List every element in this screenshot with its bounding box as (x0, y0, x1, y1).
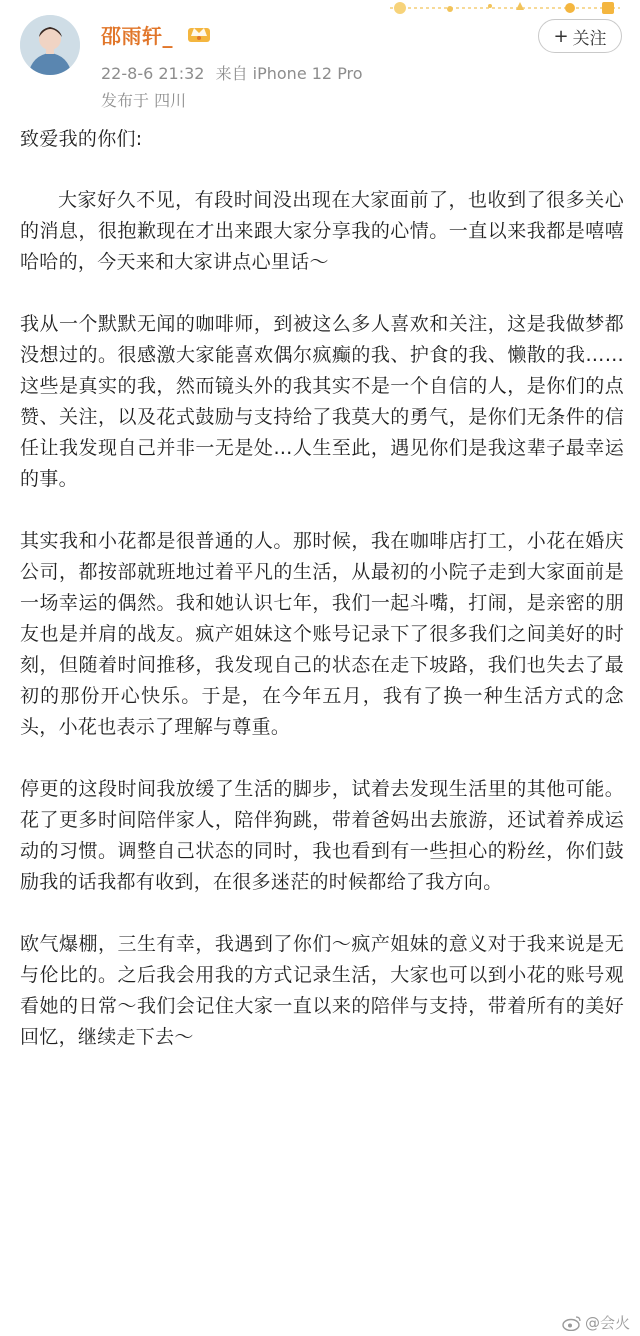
decorative-banner-icon (380, 0, 640, 20)
post-paragraph: 欧气爆棚，三生有幸，我遇到了你们～疯产姐妹的意义对于我来说是无与伦比的。之后我会用我的方式记录生活，大家也可以到小花的账号观看她的日常～我们会记住大家一直以来的陪伴与支持，带着所有的美好回忆，继续走下去～ (20, 933, 624, 1048)
follow-label: 关注 (572, 28, 607, 49)
post-paragraph: 大家好久不见，有段时间没出现在大家面前了，也收到了很多关心的消息，很抱歉现在才出来跟大家分享我的心情。一直以来我都是嘻嘻哈哈的，今天来和大家讲点心里话～ (20, 189, 624, 273)
watermark-text: @会火 (585, 1314, 631, 1332)
avatar-image (20, 15, 80, 75)
post-timestamp: 22-8-6 21:32 (101, 64, 205, 83)
vip-crown-icon (186, 22, 212, 44)
follow-button[interactable] (538, 19, 622, 53)
post-paragraph: 我从一个默默无闻的咖啡师，到被这么多人喜欢和关注，这是我做梦都没想过的。很感激大家能喜欢偶尔疯癫的我、护食的我、懒散的我……这些是真实的我，然而镜头外的我其实不是一个自信的人，是你们的点赞、关注，以及花式鼓励与支持给了我莫大的勇气，是你们无条件的信任让我发现自己并非一无是处…人生至此，遇见你们是我这辈子最幸运的事。 (20, 313, 624, 490)
weibo-icon (562, 1315, 582, 1331)
post-paragraph: 停更的这段时间我放缓了生活的脚步，试着去发现生活里的其他可能。花了更多时间陪伴家人，陪伴狗跳，带着爸妈出去旅游，还试着养成运动的习惯。调整自己状态的同时，我也看到有一些担心的粉丝，你们鼓励我的话我都有收到，在很多迷茫的时候都给了我方向。 (20, 778, 624, 893)
post-location: 发布于 四川 (101, 91, 187, 110)
plus-icon: + (553, 25, 569, 47)
post-header (0, 0, 640, 120)
watermark (562, 1312, 630, 1333)
post-greeting: 致爱我的你们: (20, 128, 143, 150)
post-body (20, 124, 624, 1084)
post-source: 来自 iPhone 12 Pro (215, 64, 363, 83)
avatar[interactable] (20, 15, 80, 75)
post-meta (101, 61, 369, 84)
post-paragraph: 其实我和小花都是很普通的人。那时候，我在咖啡店打工，小花在婚庆公司，都按部就班地过着平凡的生活，从最初的小院子走到大家面前是一场幸运的偶然。我和她认识七年，我们一起斗嘴，打闹，是亲密的朋友也是并肩的战友。疯产姐妹这个账号记录下了很多我们之间美好的时刻，但随着时间推移，我发现自己的状态在走下坡路，我们也失去了最初的那份开心快乐。于是，在今年五月，我有了换一种生活方式的念头，小花也表示了理解与尊重。 (20, 530, 624, 738)
username[interactable]: 邵雨轩_ (101, 24, 173, 48)
